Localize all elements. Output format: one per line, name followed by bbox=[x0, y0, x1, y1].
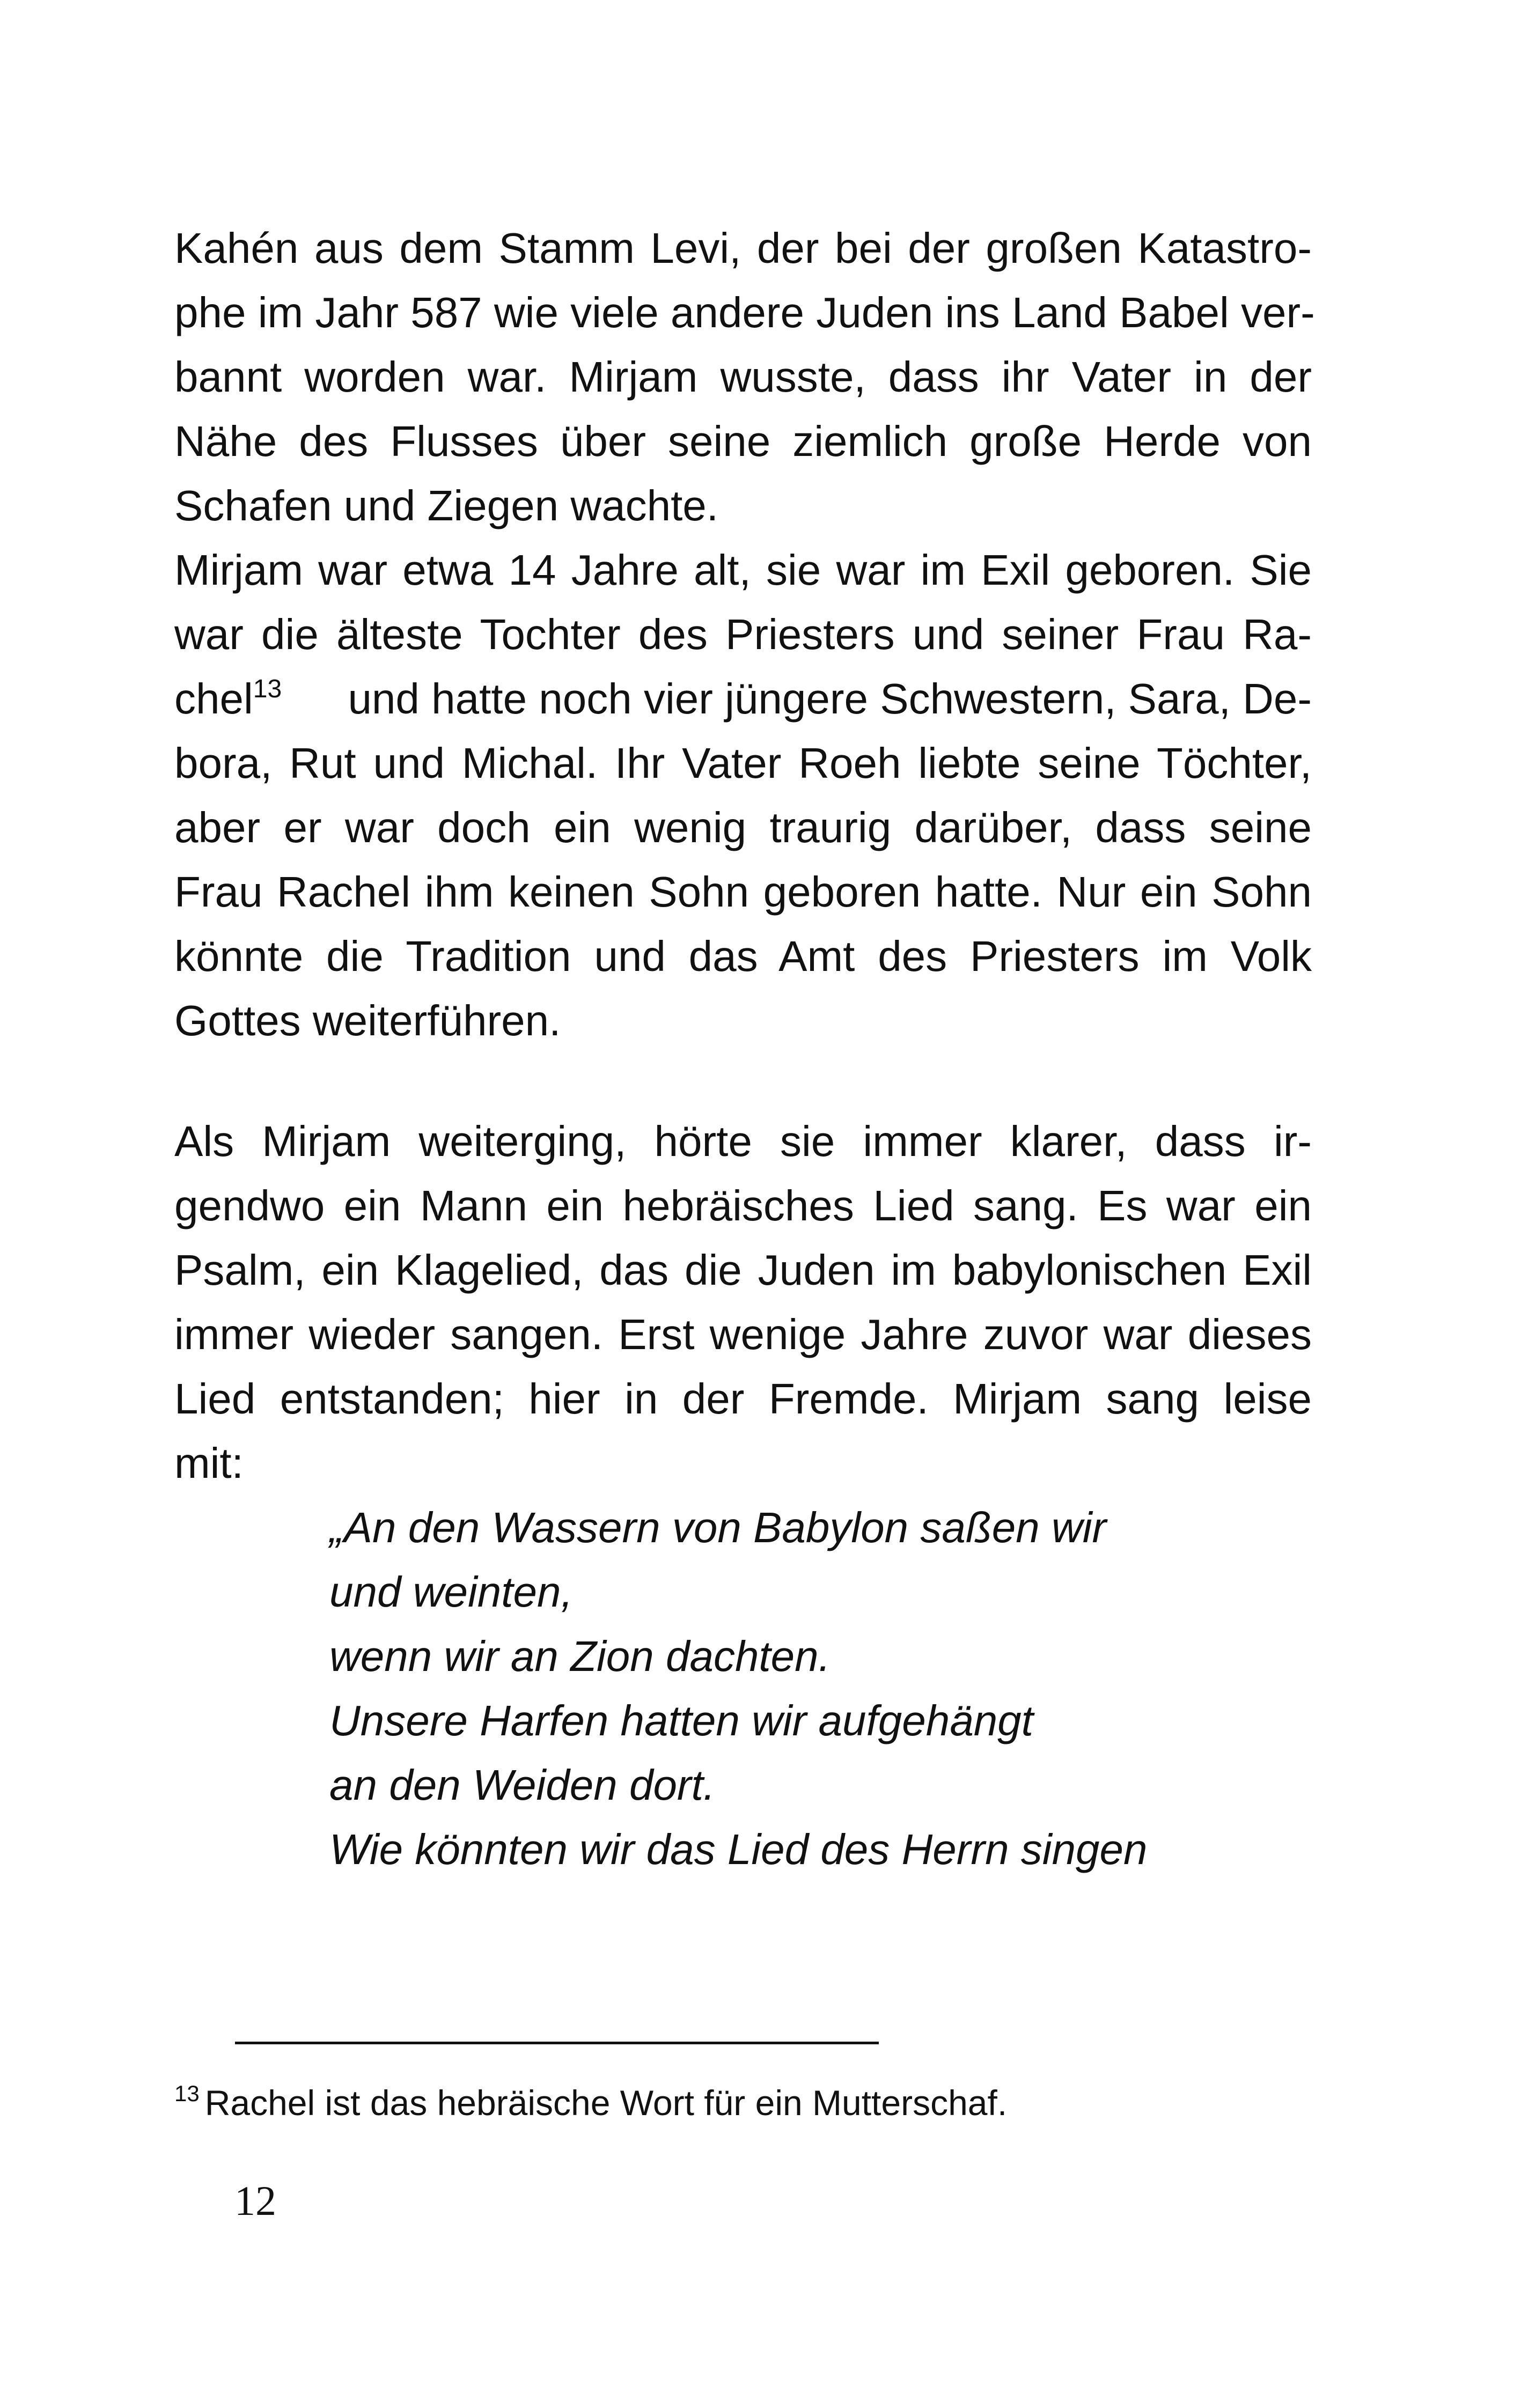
text-line: immer wieder sangen. Erst wenige Jahre zuvor war dieses bbox=[174, 1310, 1312, 1358]
footnote-text: Rachel ist das hebräische Wort für ein Mutterschaf. bbox=[204, 2083, 1008, 2123]
page-number: 12 bbox=[234, 2177, 276, 2224]
text-line: Gottes weiterführen. bbox=[174, 997, 561, 1044]
line-rest: und hatte noch vier jüngere Schwestern, Sara, De- bbox=[348, 675, 1312, 723]
text-line: Nähe des Flusses über seine ziemlich große Herde von bbox=[174, 417, 1312, 465]
footnote bbox=[174, 2076, 1007, 2130]
footnote-number: 13 bbox=[174, 2081, 200, 2106]
text-line: mit: bbox=[174, 1439, 244, 1487]
text-line: Als Mirjam weiterging, hörte sie immer klarer, dass ir- bbox=[174, 1117, 1312, 1165]
text-line: Psalm, ein Klagelied, das die Juden im babylonischen Exil bbox=[174, 1246, 1312, 1294]
footnote-separator bbox=[235, 2042, 879, 2044]
verse-line: wenn wir an Zion dachten. bbox=[329, 1632, 831, 1680]
text-line: Frau Rachel ihm keinen Sohn geboren hatte. Nur ein Sohn bbox=[174, 868, 1312, 916]
verse-line: Wie könnten wir das Lied des Herrn singen bbox=[329, 1825, 1148, 1873]
verse-line: und weinten, bbox=[329, 1568, 573, 1616]
text-line: könnte die Tradition und das Amt des Priesters im Volk bbox=[174, 932, 1312, 980]
footnote-line-start bbox=[174, 667, 282, 731]
line-word: chel bbox=[174, 675, 253, 723]
verse-line: an den Weiden dort. bbox=[329, 1761, 716, 1809]
text-line: bannt worden war. Mirjam wusste, dass ihr Vater in der bbox=[174, 353, 1312, 401]
text-line: aber er war doch ein wenig traurig darüber, dass seine bbox=[174, 804, 1312, 851]
footnote-reference[interactable]: 13 bbox=[253, 675, 282, 703]
verse-line: „An den Wassern von Babylon saßen wir bbox=[329, 1504, 1107, 1551]
text-line: bora, Rut und Michal. Ihr Vater Roeh liebte seine Töchter, bbox=[174, 739, 1312, 787]
text-line: Mirjam war etwa 14 Jahre alt, sie war im Exil geboren. Sie bbox=[174, 546, 1312, 594]
text-line: gendwo ein Mann ein hebräisches Lied sang. Es war ein bbox=[174, 1182, 1312, 1229]
text-line: Kahén aus dem Stamm Levi, der bei der großen Katastro- bbox=[174, 224, 1312, 272]
text-line: war die älteste Tochter des Priesters und seiner Frau Ra- bbox=[174, 610, 1312, 658]
text-line: Lied entstanden; hier in der Fremde. Mirjam sang leise bbox=[174, 1375, 1312, 1423]
text-line: phe im Jahr 587 wie viele andere Juden ins Land Babel ver- bbox=[174, 289, 1315, 336]
text-line-with-footnote bbox=[174, 667, 1312, 731]
verse-line: Unsere Harfen hatten wir aufgehängt bbox=[329, 1697, 1033, 1744]
text-line: Schafen und Ziegen wachte. bbox=[174, 482, 719, 529]
